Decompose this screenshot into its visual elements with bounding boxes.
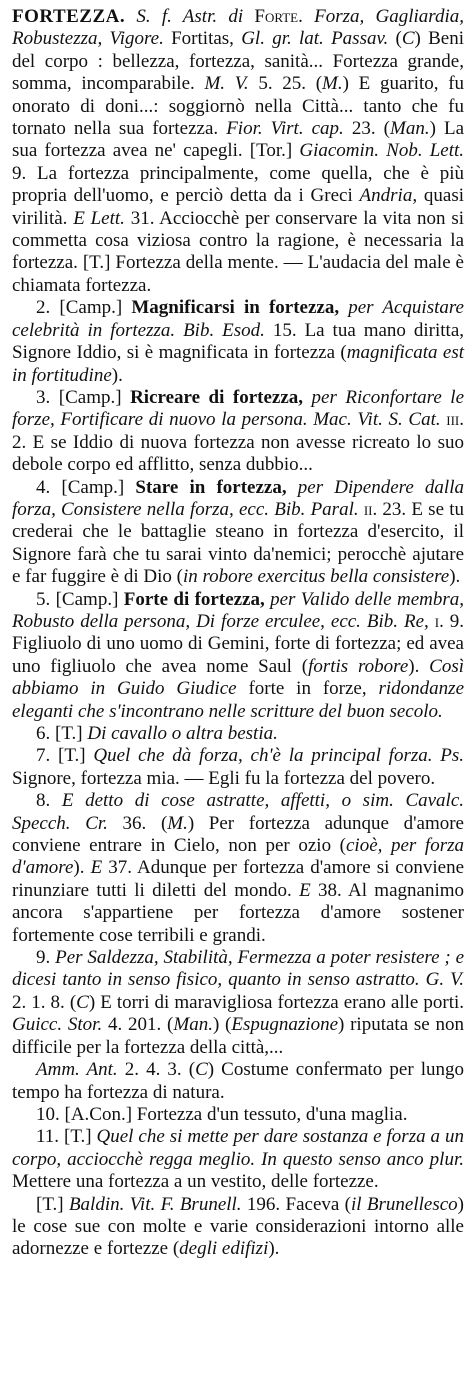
italic-run: cioè, per forza d'amore xyxy=(12,835,464,879)
sense-paragraph xyxy=(12,1059,464,1104)
small-caps-run: Forte xyxy=(254,6,299,27)
italic-run: Di cavallo o altra bestia. xyxy=(87,723,278,744)
italic-run: C xyxy=(401,28,415,50)
text-run: 2. 1. 8. ( xyxy=(12,991,77,1013)
text-run: 9. La fortezza principalmente, come quella, che è più propria dell'uomo, e perciò detta da i Greci xyxy=(12,162,464,207)
italic-run: S. f. Astr. di xyxy=(125,6,255,27)
italic-run: Guicc. Stor. xyxy=(12,1014,103,1036)
italic-run: per Acquistare celebrità in fortezza. Bib. Esod. xyxy=(12,297,464,341)
sense-paragraph xyxy=(12,1104,464,1126)
sense-paragraph xyxy=(12,790,464,947)
bold-run: Forte di fortezza, xyxy=(123,588,265,610)
text-run: . 2. E se Iddio di nuova fortezza non avesse ricreato lo suo debole corpo ed afflitto, senza dubbio... xyxy=(12,409,464,476)
text-run: ) E guarito, fu onorato di doni...: soggiornò nella Città... tanto che fu tornato nella sua fortezza. xyxy=(12,73,465,140)
text-run: 5. 25. ( xyxy=(248,73,323,95)
text-run: . 23. E se tu crederai che le battaglie steano in fortezza d'esercito, il Signore farà che tu sarai vinto da'nemici; perocchè ajutare e far fuggire è di Dio ( xyxy=(12,498,464,588)
small-caps-run: ii xyxy=(363,498,373,520)
text-run: ). xyxy=(449,566,461,588)
dictionary-entry-fortezza xyxy=(12,6,464,1261)
text-run: ) riputata se non difficile per la fortezza della città,... xyxy=(12,1014,465,1058)
text-run: 5. [Camp.] xyxy=(36,588,124,610)
italic-run: Amm. Ant. xyxy=(36,1059,118,1081)
headword: FORTEZZA. xyxy=(12,6,126,27)
text-run: ). xyxy=(111,364,123,386)
italic-run: C xyxy=(76,991,89,1013)
text-run: . xyxy=(298,6,315,27)
text-run: 10. [A.Con.] Fortezza d'un tessuto, d'una maglia. xyxy=(36,1103,408,1125)
italic-run: magnificata est in fortitudine xyxy=(12,342,464,386)
bold-run: Magnificarsi in fortezza, xyxy=(131,297,340,319)
text-run: ). xyxy=(73,857,91,879)
italic-run: Man. xyxy=(390,118,430,140)
italic-run: M. xyxy=(322,73,343,95)
italic-run: Così abbiamo in Guido Giudice xyxy=(12,655,465,700)
italic-run: per Valido delle membra, Robusto della persona, Di forze erculee, ecc. Bib. Re, xyxy=(12,588,464,632)
text-run: ) La sua fortezza avea ne' capegli. [Tor.] xyxy=(12,118,464,162)
bold-run: Ricreare di fortezza, xyxy=(130,386,304,408)
text-run: 11. [T.] xyxy=(36,1126,97,1148)
text-run: Fortitas, xyxy=(163,28,242,50)
sense-paragraph xyxy=(12,723,464,745)
italic-run: C xyxy=(195,1059,208,1081)
text-run: ) le cose sue con molte e varie considerazioni intorno alle adornezze e fortezze ( xyxy=(12,1193,464,1260)
small-caps-run: iii xyxy=(446,409,460,431)
italic-run: Quel che si mette per dare sostanza e forza a un corpo, acciocchè regga meglio. In questo senso anco plur. xyxy=(12,1126,464,1170)
text-run: 2. 4. 3. ( xyxy=(117,1059,196,1081)
text-run: 4. [Camp.] xyxy=(36,476,136,498)
text-run: Signore, fortezza mia. — Egli fu la fortezza del povero. xyxy=(12,767,436,789)
italic-run: E Lett. xyxy=(73,207,125,229)
text-run: 31. Acciocchè per conservare la vita non si commetta cosa viziosa contro la ragione, è necessaria la fortezza. [T.] Fortezza della mente. — L'audacia del male è chiamata fortezza. xyxy=(12,207,464,296)
italic-run: E xyxy=(90,857,103,879)
text-run: 196. Faceva ( xyxy=(241,1193,351,1215)
text-run: 38. Al magnanimo ancora s'appartiene per fortezza d'amore sostener fortemente cose terribili e grandi. xyxy=(12,879,464,946)
text-run: 23. ( xyxy=(343,118,390,140)
italic-run: E detto di cose astratte, affetti, o sim. Cavalc. Specch. Cr. xyxy=(12,790,465,834)
italic-run: E xyxy=(299,879,311,901)
italic-run: per Riconfortare le forze, Fortificare di nuovo la persona. Mac. Vit. S. Cat. xyxy=(12,386,464,431)
italic-run: Andria, xyxy=(359,185,418,207)
text-run: 36. ( xyxy=(107,812,168,834)
italic-run: per Dipendere dalla forza, Consistere nella forza, ecc. Bib. Paral. xyxy=(12,476,464,520)
text-run: ) Per fortezza adunque d'amore conviene entrare in Cielo, non per ozio ( xyxy=(12,812,464,857)
text-run: 6. [T.] xyxy=(36,723,88,744)
text-run: forte in forze, xyxy=(236,678,379,700)
italic-run: Giacomin. Nob. Lett. xyxy=(299,140,465,162)
text-run: ) Costume confermato per lungo tempo ha fortezza di natura. xyxy=(12,1059,464,1103)
text-run: ( xyxy=(388,28,402,50)
text-run: 15. La tua mano diritta, Signore Iddio, si è magnificata in fortezza ( xyxy=(12,319,464,364)
sense-paragraph xyxy=(12,477,464,589)
text-run: . 9. Figliuolo di uno uomo di Gemini, forte di fortezza; ed avea uno figliuolo che avea nome Saul ( xyxy=(12,610,465,677)
text-run: 9. xyxy=(36,947,56,969)
text-run: ) ( xyxy=(212,1014,232,1036)
text-run: 2. [Camp.] xyxy=(36,297,132,319)
italic-run: degli edifizi xyxy=(179,1238,269,1260)
small-caps-run: i xyxy=(434,610,440,632)
italic-run: M. xyxy=(167,812,188,834)
text-run: [T.] xyxy=(36,1193,69,1215)
italic-run: ridondanze eleganti che s'incontrano nelle scritture del buon secolo. xyxy=(12,678,464,722)
text-run: 3. [Camp.] xyxy=(36,386,131,408)
sense-paragraph xyxy=(12,297,464,387)
italic-run: Gl. gr. lat. Passav. xyxy=(241,28,389,50)
italic-run: Forza, Gagliardia, Robustezza, Vigore. xyxy=(12,6,465,50)
text-run: ) E torri di maravigliosa fortezza erano alle porti. xyxy=(88,991,465,1013)
text-run: 37. Adunque per fortezza d'amore si conviene rinunziare tutti li diletti del mondo. xyxy=(12,857,464,901)
italic-run: M. V. xyxy=(204,73,249,95)
sense-paragraph xyxy=(12,589,464,723)
sense-paragraph xyxy=(12,745,464,790)
italic-run: in robore exercitus bella consistere xyxy=(182,566,450,588)
entry-definition xyxy=(12,6,464,297)
text-run: ). xyxy=(408,655,430,677)
text-run: ). xyxy=(268,1238,280,1260)
sense-paragraph xyxy=(12,947,464,1059)
text-run: 4. 201. ( xyxy=(102,1014,174,1036)
italic-run: Fior. Virt. cap. xyxy=(226,118,344,140)
text-run: 7. [T.] xyxy=(36,745,94,767)
italic-run: Per Saldezza, Stabilità, Fermezza a poter resistere ; e dicesi tanto in senso fisico, quanto in senso astratto. G. V. xyxy=(12,947,465,991)
sense-paragraph xyxy=(12,1126,464,1193)
text-run: ) Beni del corpo : bellezza, fortezza, sanità... Fortezza grande, somma, incomparabile. xyxy=(12,28,464,95)
text-run: Mettere una fortezza a un vestito, delle fortezze. xyxy=(12,1171,379,1193)
sense-paragraph xyxy=(12,1194,464,1261)
italic-run: Man. xyxy=(173,1014,213,1036)
italic-run: Quel che dà forza, ch'è la principal forza. Ps. xyxy=(93,745,464,767)
bold-run: Stare in fortezza, xyxy=(135,476,287,498)
italic-run: Espugnazione xyxy=(231,1014,338,1036)
sense-paragraph xyxy=(12,387,464,477)
text-run: quasi virilità. xyxy=(12,185,464,229)
italic-run: fortis robore xyxy=(308,655,409,677)
text-run: 8. xyxy=(36,790,62,812)
italic-run: il Brunellesco xyxy=(350,1193,458,1215)
italic-run: Baldin. Vit. F. Brunell. xyxy=(68,1193,242,1215)
